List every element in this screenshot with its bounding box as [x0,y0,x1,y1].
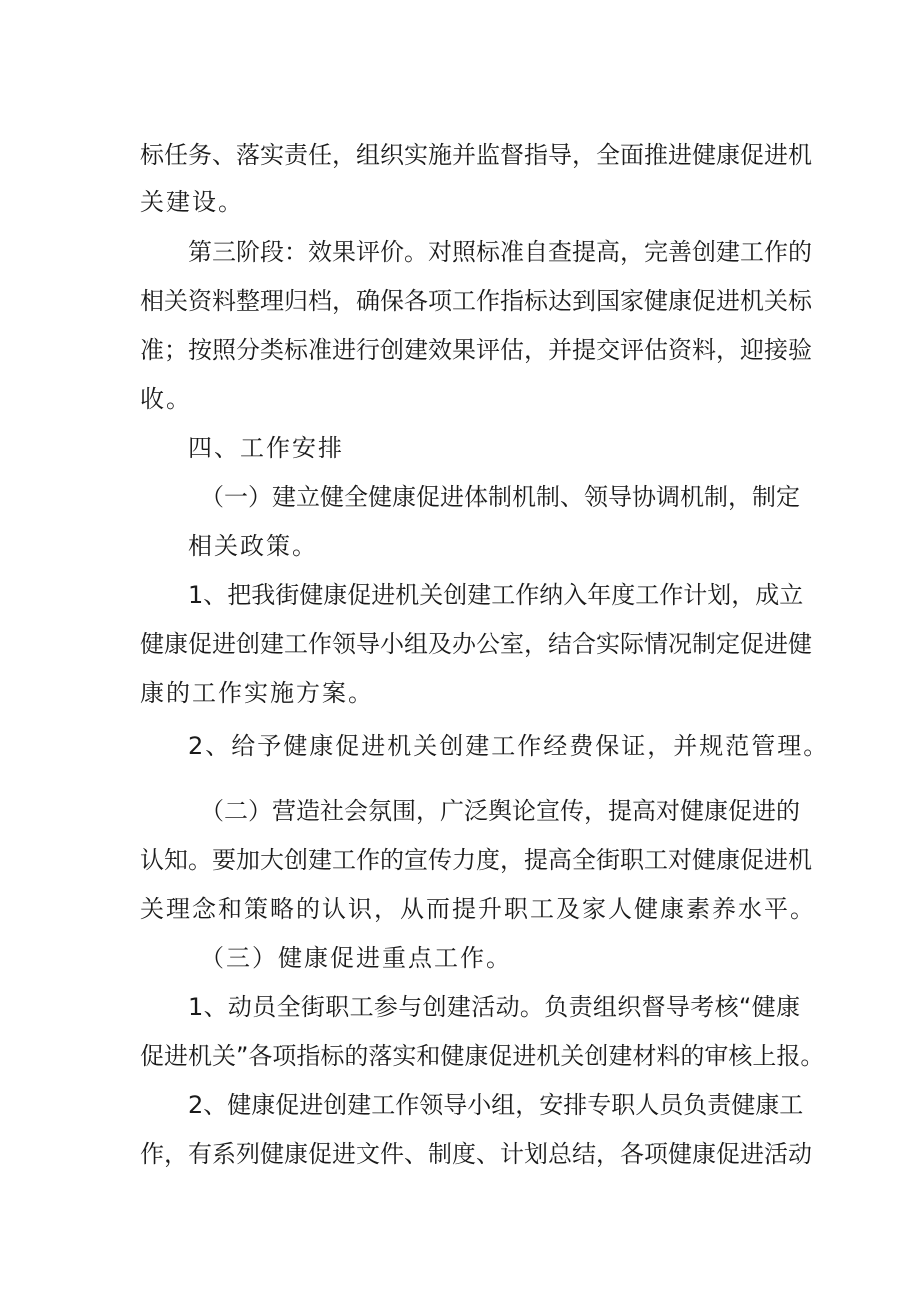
text-line: 标任务、落实责任，组织实施并监督指导，全面推进健康促进机 [140,141,812,169]
text-line: 2、健康促进创建工作领导小组，安排专职人员负责健康工 [188,1091,804,1119]
subsection-heading: （一）建立健全健康促进体制机制、领导协调机制，制定 [200,483,800,511]
text-line: 关建设。 [140,188,244,216]
text-line: 相关资料整理归档，确保各项工作指标达到国家健康促进机关标 [140,287,812,315]
subsection-heading: 相关政策。 [188,532,318,560]
subsection-heading: （三）健康促进重点工作。 [200,944,512,972]
subsection-heading: （二）营造社会氛围，广泛舆论宣传，提高对健康促进的 [200,797,800,825]
text-line: 促进机关”各项指标的落实和健康促进机关创建材料的审核上报。 [140,1042,825,1070]
text-line: 第三阶段：效果评价。对照标准自查提高，完善创建工作的 [188,238,812,266]
text-line: 认知。要加大创建工作的宣传力度，提高全街职工对健康促进机 [140,846,812,874]
text-line: 2、给予健康促进机关创建工作经费保证，并规范管理。 [188,732,830,760]
text-line: 关理念和策略的认识，从而提升职工及家人健康素养水平。 [140,895,816,923]
text-line: 康的工作实施方案。 [140,679,374,707]
text-line: 1、动员全街职工参与创建活动。负责组织督导考核“健康 [188,993,800,1021]
text-line: 作，有系列健康促进文件、制度、计划总结，各项健康促进活动 [140,1140,812,1168]
text-line: 收。 [140,385,192,413]
text-line: 准；按照分类标准进行创建效果评估，并提交评估资料，迎接验 [140,336,812,364]
text-line: 1、把我街健康促进机关创建工作纳入年度工作计划，成立 [188,581,804,609]
section-heading: 四、工作安排 [188,434,344,462]
text-line: 健康促进创建工作领导小组及办公室，结合实际情况制定促进健 [140,630,812,658]
